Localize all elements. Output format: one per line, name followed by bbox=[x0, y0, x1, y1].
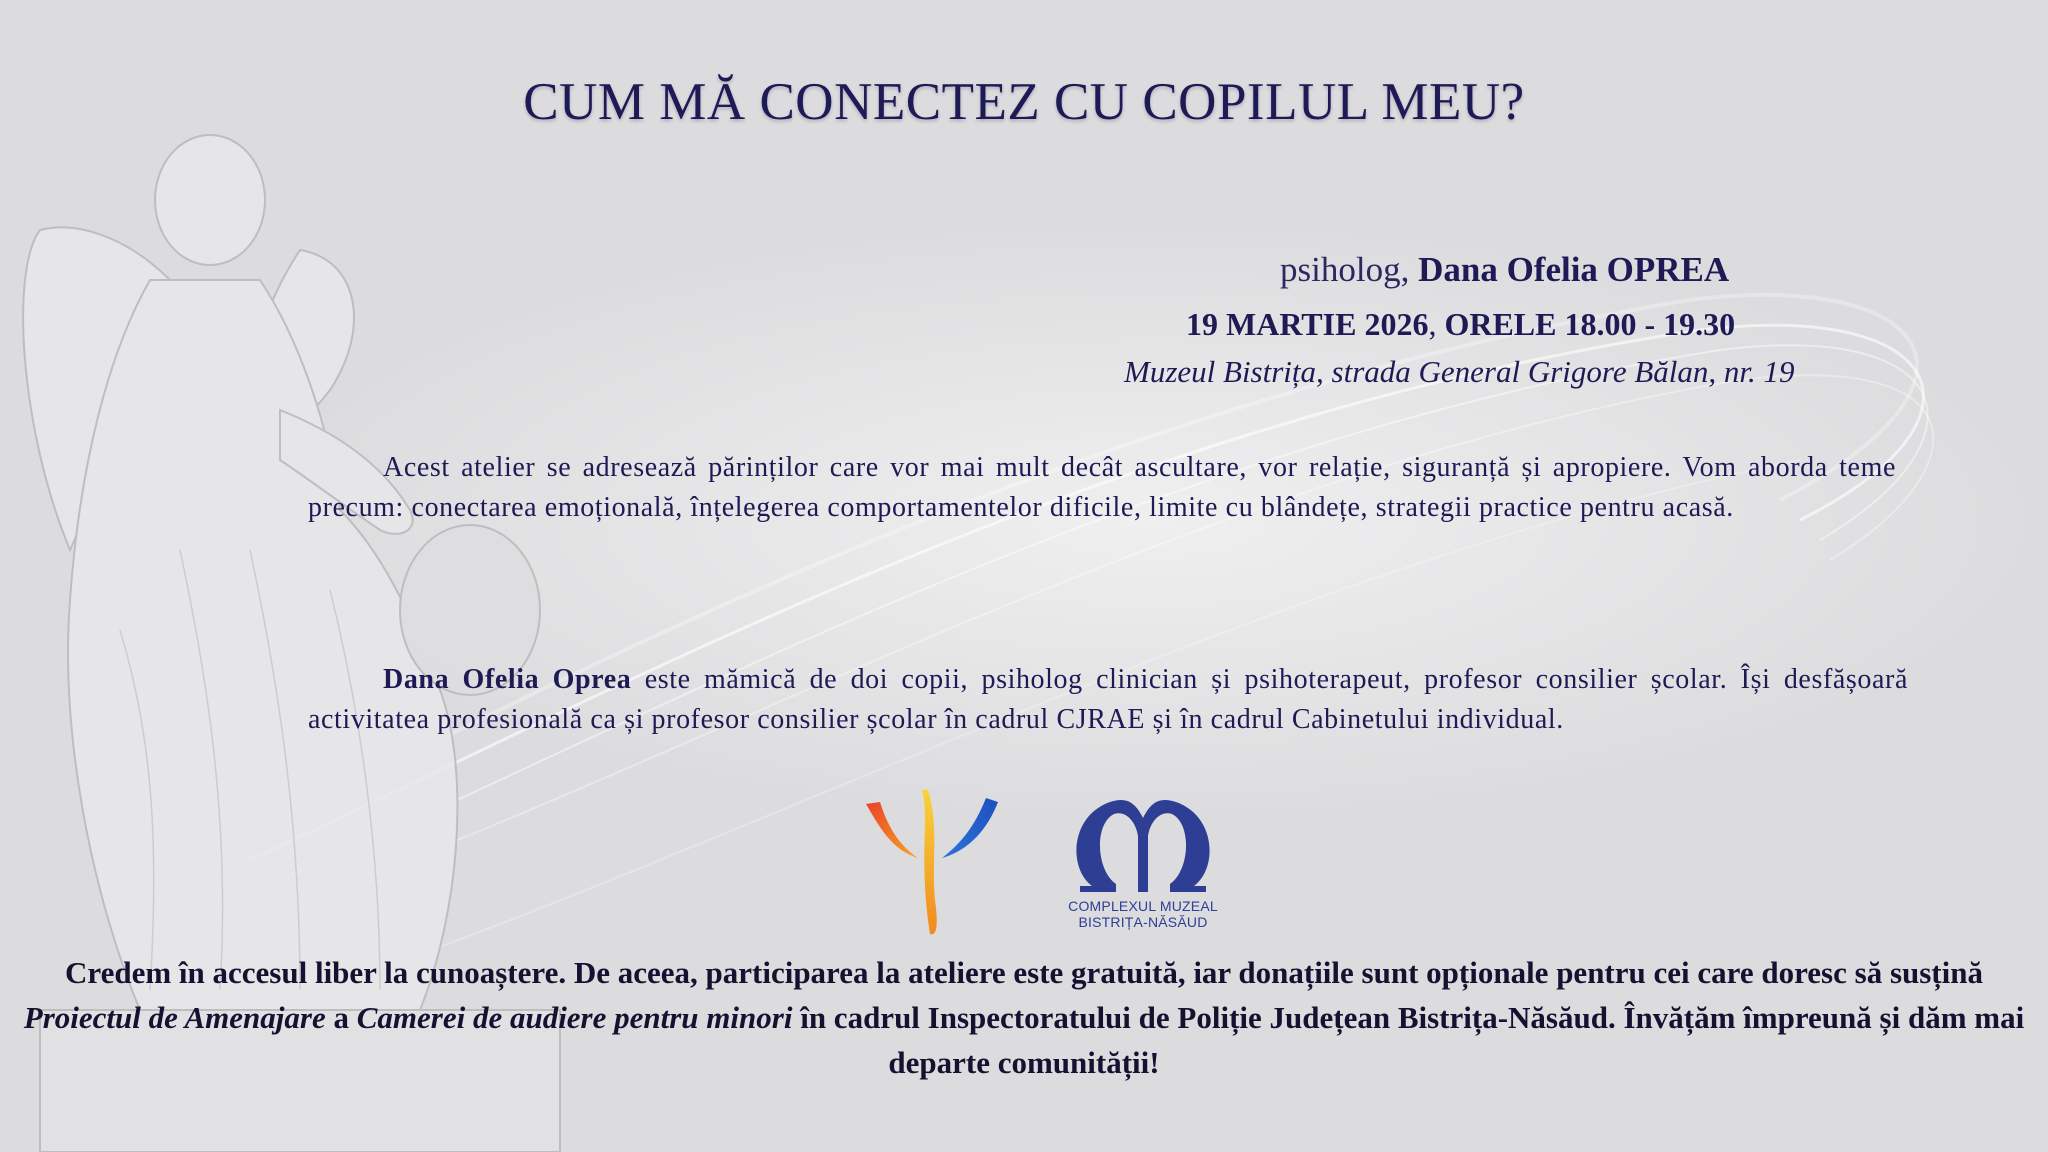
speaker-role: psiholog, bbox=[1280, 250, 1410, 289]
museum-name-line1: COMPLEXUL MUZEAL bbox=[1068, 898, 1218, 914]
museum-name bbox=[1066, 898, 1220, 930]
date-separator: , bbox=[1428, 306, 1445, 342]
footer-room: Camerei de audiere pentru minori bbox=[356, 1000, 793, 1035]
footer-project: Proiectul de Amenajare bbox=[23, 1000, 326, 1035]
speaker-name: Dana Ofelia OPREA bbox=[1418, 250, 1730, 289]
event-date: 19 MARTIE 2026 bbox=[1186, 306, 1429, 342]
bio-paragraph bbox=[308, 660, 1908, 740]
event-location: Muzeul Bistrița, strada General Grigore Bălan, nr. 19 bbox=[1124, 354, 1795, 389]
museum-name-line2: BISTRIȚA-NĂSĂUD bbox=[1078, 914, 1208, 930]
speaker-line bbox=[1280, 250, 1820, 290]
psi-symbol-icon bbox=[860, 788, 1002, 936]
event-datetime bbox=[1186, 306, 1735, 343]
logos bbox=[860, 780, 1220, 940]
footer-text-2: a bbox=[325, 1000, 357, 1035]
footer-statement bbox=[20, 950, 2028, 1085]
page-title: CUM MĂ CONECTEZ CU COPILUL MEU? bbox=[523, 73, 1525, 131]
description-paragraph: Acest atelier se adresează părinților care vor mai mult decât ascultare, vor relație, siguranță și apropiere. Vom aborda teme precum: conectarea emoțională, înțelegerea comportamentelor dificile, limite cu blândețe, strategii practice pentru acasă. bbox=[308, 452, 1896, 523]
footer-text-3: în cadrul Inspectoratului de Poliție Județean Bistrița-Năsăud. Învățăm împreună și dăm mai departe comunității! bbox=[792, 1000, 2025, 1080]
bio-name: Dana Ofelia Oprea bbox=[383, 664, 632, 695]
bio-text: este mămică de doi copii, psiholog clinician și psihoterapeut, profesor consilier școlar. Își desfășoară activitatea profesională ca și profesor consilier școlar în cadrul CJRAE și în cadrul Cabinetului individual. bbox=[308, 664, 1908, 735]
event-time: ORELE 18.00 - 19.30 bbox=[1444, 306, 1736, 342]
footer-text-1: Credem în accesul liber la cunoaștere. De aceea, participarea la ateliere este gratuită, iar donațiile sunt opționale pentru cei care doresc să susțină bbox=[64, 955, 1983, 990]
